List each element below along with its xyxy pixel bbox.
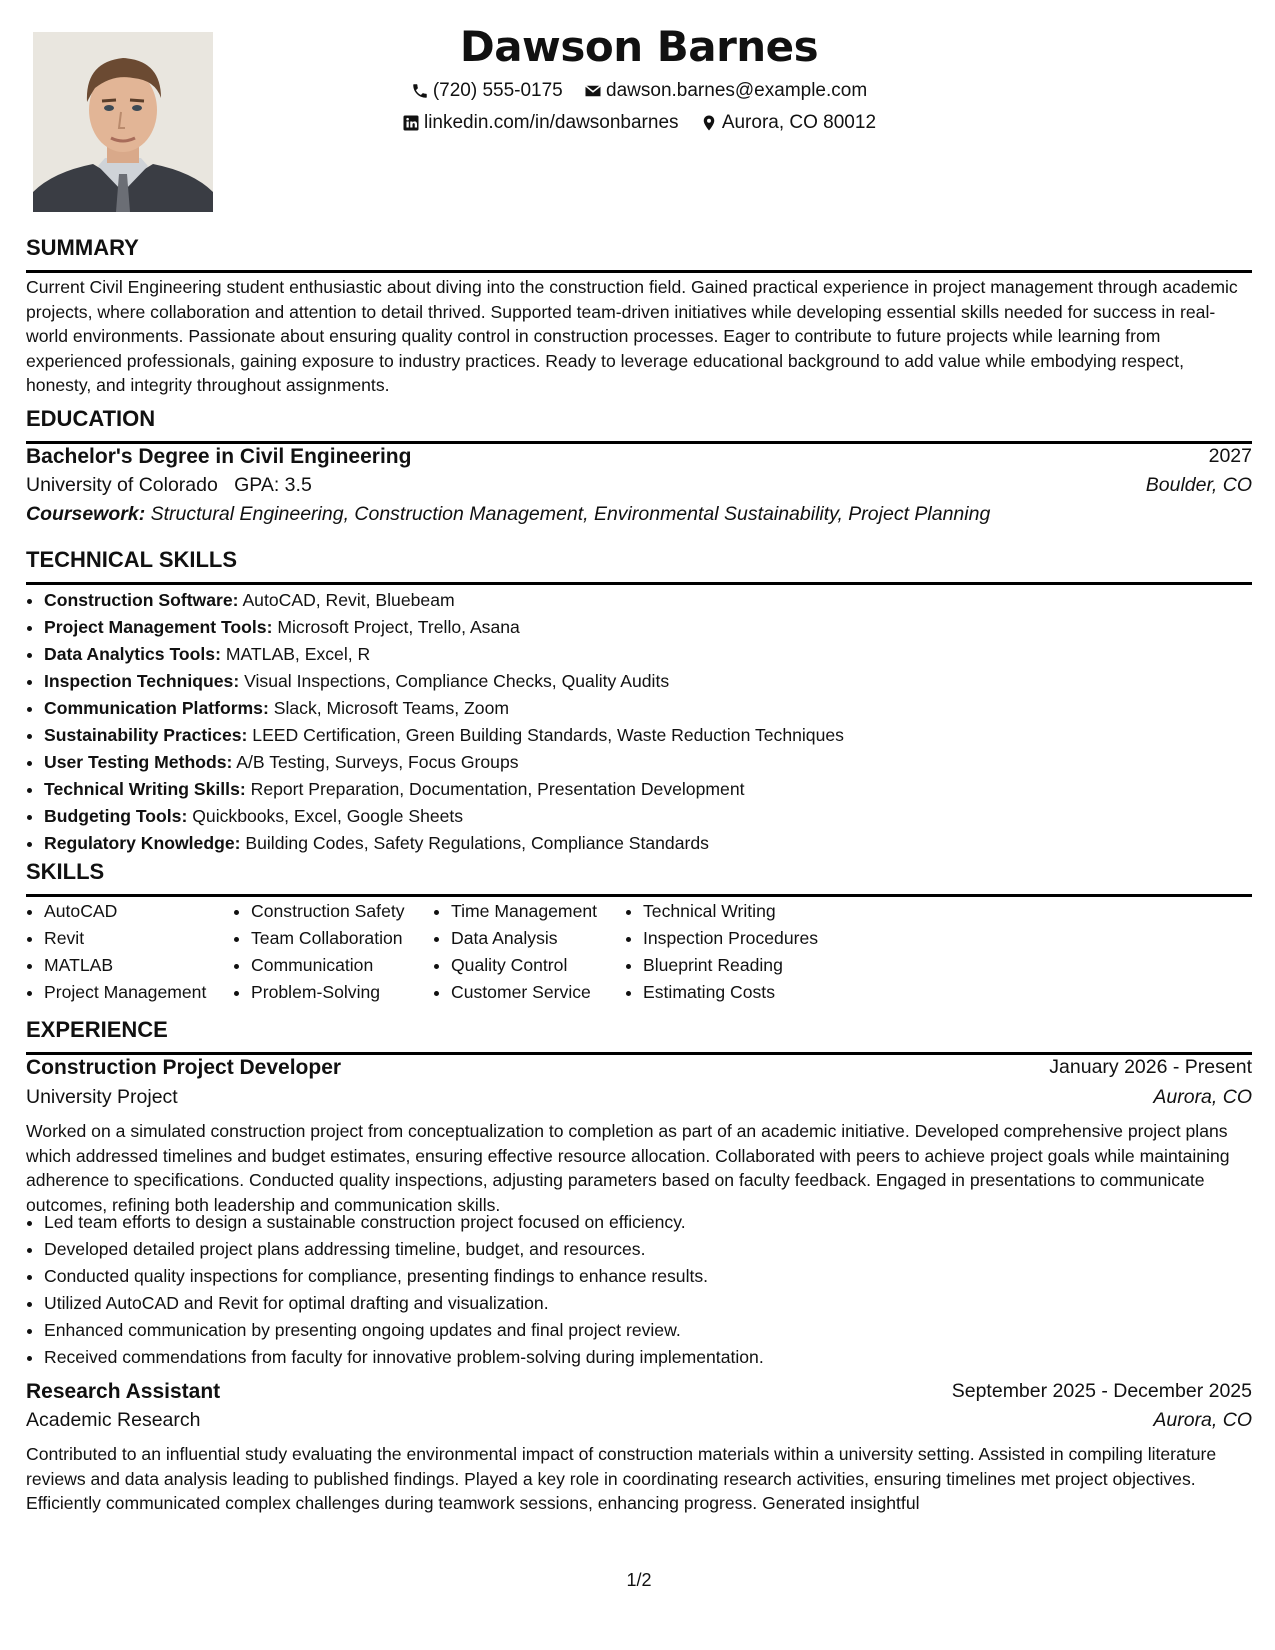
list-item xyxy=(44,587,1252,614)
email-contact[interactable] xyxy=(584,80,867,102)
skills-heading: SKILLS xyxy=(26,859,105,884)
job-title: Construction Project Developer xyxy=(26,1056,342,1079)
section-title-experience xyxy=(26,1017,1252,1049)
summary-heading: SUMMARY xyxy=(26,235,139,260)
technical-skills-list xyxy=(26,587,1252,857)
coursework-list: Structural Engineering, Construction Management, Environmental Sustainability, Project Planning xyxy=(150,503,991,525)
list-item: • Project Management xyxy=(44,979,233,1006)
list-item: • Enhanced communication by presenting ongoing updates and final project review. xyxy=(44,1317,1252,1344)
education-row-2 xyxy=(26,474,1252,497)
education-heading: EDUCATION xyxy=(26,406,156,431)
job-organization: Academic Research xyxy=(26,1409,201,1431)
technical-skills-heading: TECHNICAL SKILLS xyxy=(26,547,238,572)
list-item xyxy=(44,830,1252,857)
skill-values: Quickbooks, Excel, Google Sheets xyxy=(192,806,464,826)
section-title-summary xyxy=(26,235,1252,267)
skills-column-1 xyxy=(26,898,233,1006)
skill-values: AutoCAD, Revit, Bluebeam xyxy=(242,590,455,610)
skill-category: Sustainability Practices: xyxy=(44,725,248,745)
list-item: • Team Collaboration xyxy=(251,925,433,952)
list-item xyxy=(44,641,1252,668)
job-organization: University Project xyxy=(26,1086,178,1108)
school-name: University of Colorado xyxy=(26,474,218,496)
school-location: Boulder, CO xyxy=(1145,474,1252,496)
contact-row-1 xyxy=(26,80,1252,106)
gpa: GPA: 3.5 xyxy=(234,474,312,496)
graduation-year: 2027 xyxy=(1208,445,1252,467)
list-item: • Data Analysis xyxy=(451,925,625,952)
skill-values: Visual Inspections, Compliance Checks, Quality Audits xyxy=(244,671,670,691)
contact-row-2 xyxy=(26,112,1252,138)
skills-column-3 xyxy=(433,898,625,1006)
section-divider xyxy=(26,441,1252,444)
list-item xyxy=(44,776,1252,803)
skill-category: Budgeting Tools: xyxy=(44,806,188,826)
list-item: • Customer Service xyxy=(451,979,625,1006)
phone-icon xyxy=(411,82,429,100)
skill-values: A/B Testing, Surveys, Focus Groups xyxy=(236,752,519,772)
list-item: • Conducted quality inspections for compliance, presenting findings to enhance results. xyxy=(44,1263,1252,1290)
skill-category: Construction Software: xyxy=(44,590,239,610)
section-divider xyxy=(26,582,1252,585)
list-item xyxy=(44,803,1252,830)
list-item: • Estimating Costs xyxy=(643,979,863,1006)
phone-contact xyxy=(411,80,563,102)
job-description: Worked on a simulated construction project from conceptualization to completion as part of an academic initiative. Developed comprehensive project plans which addressed timelines and budget estimates, ensuring effective resource allocation. Collaborated with peers to achieve project goals while maintaining adherence to specifications. Conducted quality inspections, adjusting parameters based on faculty feedback. Engaged in presentations to communicate outcomes, refining both leadership and communication skills. xyxy=(26,1121,1230,1215)
list-item xyxy=(44,722,1252,749)
job-dates: January 2026 - Present xyxy=(1049,1056,1252,1078)
resume-page xyxy=(26,0,1252,1650)
list-item: • Inspection Procedures xyxy=(643,925,863,952)
job-1-subheader xyxy=(26,1086,1252,1109)
linkedin-text[interactable]: linkedin.com/in/dawsonbarnes xyxy=(423,112,679,133)
linkedin-icon xyxy=(402,114,420,132)
map-pin-icon xyxy=(700,114,718,132)
skill-category: Regulatory Knowledge: xyxy=(44,833,241,853)
school-info xyxy=(26,474,312,497)
coursework-line xyxy=(26,503,990,526)
skill-values: Building Codes, Safety Regulations, Compliance Standards xyxy=(245,833,709,853)
list-item: • Received commendations from faculty for innovative problem-solving during implementation. xyxy=(44,1344,1252,1371)
list-item: • MATLAB xyxy=(44,952,233,979)
section-title-education xyxy=(26,406,1252,438)
degree-title: Bachelor's Degree in Civil Engineering xyxy=(26,445,412,468)
list-item: • Developed detailed project plans addressing timeline, budget, and resources. xyxy=(44,1236,1252,1263)
page-number: 1/2 xyxy=(626,1570,652,1590)
list-item: • Led team efforts to design a sustainable construction project focused on efficiency. xyxy=(44,1209,1252,1236)
skill-category: Data Analytics Tools: xyxy=(44,644,221,664)
section-divider xyxy=(26,1052,1252,1055)
location-contact xyxy=(700,112,876,134)
list-item: • Utilized AutoCAD and Revit for optimal drafting and visualization. xyxy=(44,1290,1252,1317)
list-item: • Communication xyxy=(251,952,433,979)
summary-text: Current Civil Engineering student enthusiastic about diving into the construction field. Gained practical experience in project management through academic projects, where collaboration and attention to detail thrived. Supported team-driven initiatives while developing essential skills needed for success in real-world environments. Passionate about ensuring quality control in construction processes. Eager to contribute to future projects while learning from experienced professionals, gaining exposure to industry practices. Ready to leverage educational background to add value while embodying respect, honesty, and integrity throughout assignments. xyxy=(26,277,1238,395)
section-title-technical-skills xyxy=(26,547,1252,579)
list-item: • AutoCAD xyxy=(44,898,233,925)
job-location: Aurora, CO xyxy=(1153,1086,1252,1108)
coursework-row xyxy=(26,503,1252,526)
skill-values: Microsoft Project, Trello, Asana xyxy=(277,617,520,637)
section-divider xyxy=(26,894,1252,897)
coursework-label: Coursework: xyxy=(26,503,146,525)
job-title: Research Assistant xyxy=(26,1380,221,1403)
list-item: • Technical Writing xyxy=(643,898,863,925)
skill-category: Communication Platforms: xyxy=(44,698,269,718)
list-item: • Revit xyxy=(44,925,233,952)
skill-category: Project Management Tools: xyxy=(44,617,273,637)
list-item: • Problem-Solving xyxy=(251,979,433,1006)
experience-heading: EXPERIENCE xyxy=(26,1017,168,1042)
skill-category: User Testing Methods: xyxy=(44,752,233,772)
job-1-bullets xyxy=(26,1209,1252,1371)
skills-column-2 xyxy=(233,898,433,1006)
list-item xyxy=(44,668,1252,695)
skill-category: Inspection Techniques: xyxy=(44,671,240,691)
skill-values: Slack, Microsoft Teams, Zoom xyxy=(273,698,510,718)
skills-column-4 xyxy=(625,898,863,1006)
list-item: • Construction Safety xyxy=(251,898,433,925)
list-item xyxy=(44,695,1252,722)
location-text: Aurora, CO 80012 xyxy=(721,112,877,133)
list-item xyxy=(44,614,1252,641)
job-1-header xyxy=(26,1056,1252,1080)
job-location: Aurora, CO xyxy=(1153,1409,1252,1431)
education-row-1 xyxy=(26,445,1252,469)
job-description: Contributed to an influential study evaluating the environmental impact of construction materials within a university setting. Assisted in compiling literature reviews and data analysis leading to published findings. Played a key role in coordinating research activities, ensuring timelines met project objectives. Efficiently communicated complex challenges during teamwork sessions, enhancing progress. Generated insightful xyxy=(26,1444,1217,1513)
skill-values: LEED Certification, Green Building Standards, Waste Reduction Techniques xyxy=(252,725,844,745)
skills-grid xyxy=(26,898,863,1006)
list-item: • Blueprint Reading xyxy=(643,952,863,979)
job-dates: September 2025 - December 2025 xyxy=(951,1380,1252,1402)
envelope-icon xyxy=(584,82,602,100)
candidate-name: Dawson Barnes xyxy=(459,22,819,71)
linkedin-contact[interactable] xyxy=(402,112,679,134)
job-2-header xyxy=(26,1380,1252,1404)
phone-text: (720) 555-0175 xyxy=(432,80,563,101)
list-item: • Time Management xyxy=(451,898,625,925)
email-text[interactable]: dawson.barnes@example.com xyxy=(606,80,868,101)
section-divider xyxy=(26,270,1252,273)
skill-values: MATLAB, Excel, R xyxy=(225,644,371,664)
skill-category: Technical Writing Skills: xyxy=(44,779,246,799)
section-title-skills xyxy=(26,859,1252,891)
list-item: • Quality Control xyxy=(451,952,625,979)
job-2-subheader xyxy=(26,1409,1252,1432)
skill-values: Report Preparation, Documentation, Presentation Development xyxy=(250,779,745,799)
list-item xyxy=(44,749,1252,776)
